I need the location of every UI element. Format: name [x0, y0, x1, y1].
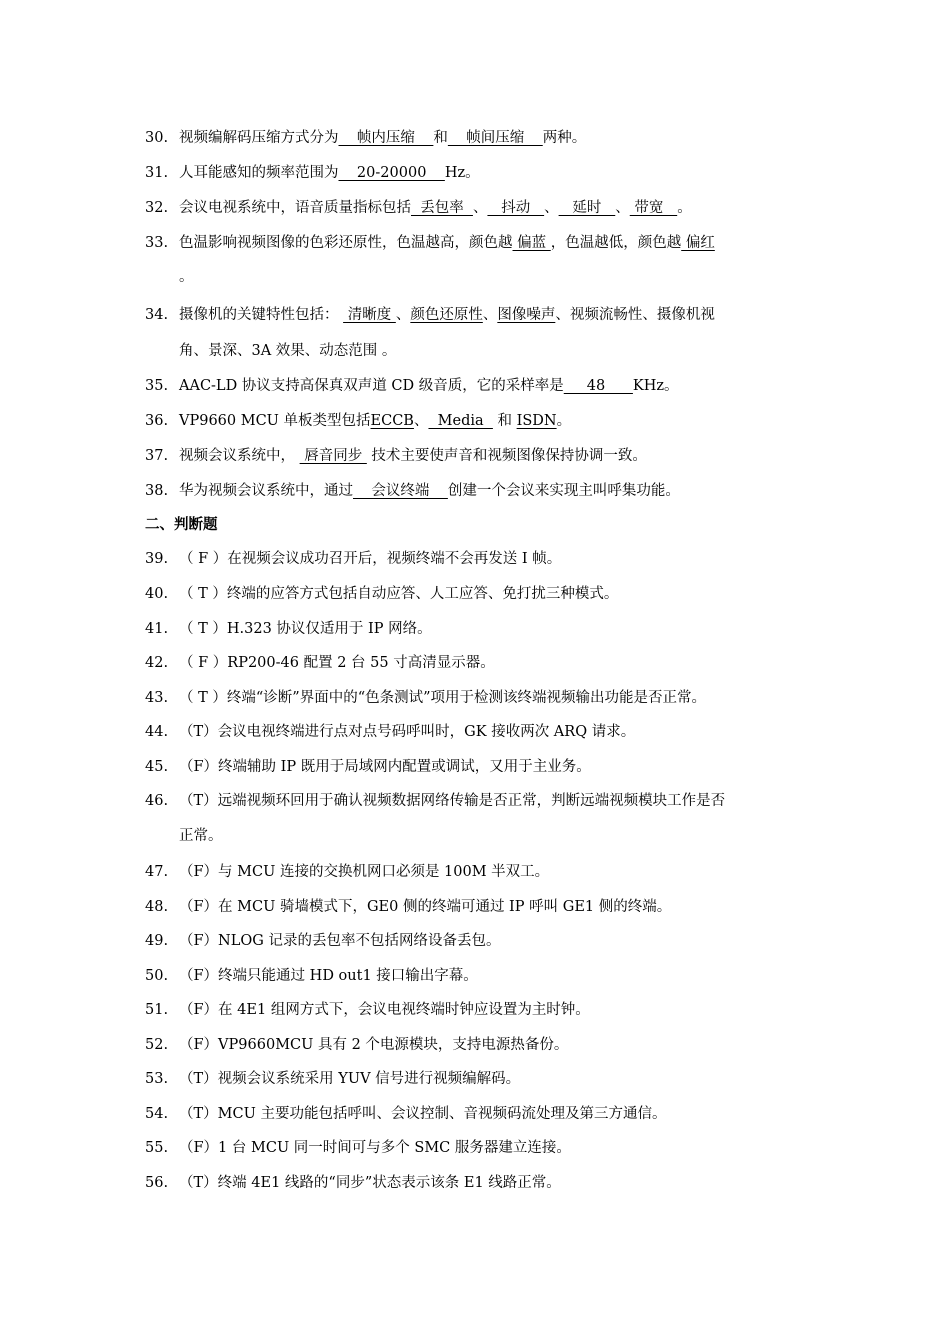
question-item	[145, 376, 679, 396]
question-text: 两种。	[542, 130, 587, 146]
question-item	[145, 163, 480, 183]
answer-blank: 延时	[558, 200, 616, 216]
question-text: 、	[395, 307, 411, 323]
question-item	[145, 233, 715, 253]
judgement-item	[145, 966, 478, 986]
question-continuation	[179, 267, 194, 287]
question-text: （F）VP9660MCU 具有 2 个电源模块，支持电源热备份。	[179, 1037, 569, 1053]
question-number: 40.	[145, 586, 169, 602]
question-number: 35.	[145, 378, 169, 394]
question-text: 、	[482, 307, 498, 323]
question-text: （ T ）终端“诊断”界面中的“色条测试”项用于检测该终端视频输出功能是否正常。	[179, 690, 707, 706]
question-text: （F）在 MCU 骑墙模式下，GE0 侧的终端可通过 IP 呼叫 GE1 侧的终端。	[179, 899, 672, 915]
judgement-item	[145, 757, 591, 777]
answer-blank: 20-20000	[338, 165, 445, 181]
question-number: 52.	[145, 1037, 169, 1053]
question-item	[145, 128, 586, 148]
question-text: 会议电视系统中，语音质量指标包括	[179, 200, 411, 216]
question-text: 角、景深、3A 效果、动态范围 。	[179, 343, 397, 359]
answer-blank: 图像噪声	[497, 307, 556, 323]
question-number: 45.	[145, 759, 169, 775]
answer-blank: 唇音同步	[299, 448, 367, 464]
judgement-item	[145, 653, 495, 673]
judgement-item	[145, 1035, 568, 1055]
question-text: （T）远端视频环回用于确认视频数据网络传输是否正常，判断远端视频模块工作是否	[179, 793, 726, 809]
question-item	[145, 446, 647, 466]
judgement-item	[145, 931, 500, 951]
question-text: KHz。	[632, 378, 679, 394]
question-text: 和	[492, 413, 517, 429]
judgement-item	[145, 1069, 520, 1089]
question-number: 37.	[145, 448, 169, 464]
question-text: 正常。	[179, 828, 223, 844]
question-text: 、视频流畅性、摄像机视	[555, 307, 715, 323]
question-text: （F）在 4E1 组网方式下，会议电视终端时钟应设置为主时钟。	[179, 1002, 590, 1018]
question-number: 50.	[145, 968, 169, 984]
question-number: 36.	[145, 413, 169, 429]
answer-blank: ECCB	[370, 413, 414, 429]
question-item	[145, 305, 715, 325]
question-text: VP9660 MCU 单板类型包括	[179, 413, 371, 429]
question-text: （F）1 台 MCU 同一时间可与多个 SMC 服务器建立连接。	[179, 1140, 571, 1156]
judgement-item	[145, 1104, 666, 1124]
judgement-item	[145, 584, 618, 604]
answer-blank: 会议终端	[353, 483, 448, 499]
judgement-item	[145, 1173, 561, 1193]
question-text: 华为视频会议系统中，通过	[179, 483, 353, 499]
question-text: 色温影响视频图像的色彩还原性，色温越高，颜色越	[179, 235, 513, 251]
question-item	[145, 198, 692, 218]
question-number: 44.	[145, 724, 169, 740]
question-text: 和	[433, 130, 448, 146]
question-number: 51.	[145, 1002, 169, 1018]
question-number: 46.	[145, 793, 169, 809]
judgement-item	[145, 619, 432, 639]
judgement-item	[145, 722, 635, 742]
question-text: （F）与 MCU 连接的交换机网口必须是 100M 半双工。	[179, 864, 550, 880]
answer-blank: 带宽	[629, 200, 678, 216]
question-text: 、	[544, 200, 559, 216]
answer-blank: 颜色还原性	[410, 307, 483, 323]
section-title: 二、判断题	[145, 517, 218, 533]
question-text: 。	[677, 200, 692, 216]
answer-blank: ISDN	[516, 413, 557, 429]
answer-blank: 48	[563, 378, 633, 394]
answer-blank: 清晰度	[343, 307, 396, 323]
judgement-item	[145, 897, 671, 917]
question-number: 56.	[145, 1175, 169, 1191]
question-number: 48.	[145, 899, 169, 915]
question-item	[145, 411, 571, 431]
question-text: 。	[179, 269, 194, 285]
question-number: 32.	[145, 200, 169, 216]
question-number: 34.	[145, 307, 169, 323]
answer-blank: 抖动	[487, 200, 545, 216]
question-number: 41.	[145, 621, 169, 637]
question-text: （ F ）在视频会议成功召开后，视频终端不会再发送 I 帧。	[179, 551, 562, 567]
question-text: 、	[413, 413, 429, 429]
answer-blank: 偏红	[681, 235, 715, 251]
question-text: （F）终端辅助 IP 既用于局域网内配置或调试，又用于主业务。	[179, 759, 591, 775]
question-number: 49.	[145, 933, 169, 949]
question-number: 47.	[145, 864, 169, 880]
judgement-item	[145, 549, 561, 569]
answer-blank: 丢包率	[411, 200, 473, 216]
question-text: （ F ）RP200-46 配置 2 台 55 寸高清显示器。	[179, 655, 495, 671]
question-text: 视频编解码压缩方式分为	[179, 130, 339, 146]
judgement-item	[145, 862, 549, 882]
question-text: 摄像机的关键特性包括：	[179, 307, 344, 323]
judgement-item	[145, 791, 725, 811]
question-number: 42.	[145, 655, 169, 671]
judgement-item	[145, 688, 706, 708]
question-text: 。	[556, 413, 572, 429]
question-text: 、	[615, 200, 630, 216]
question-number: 33.	[145, 235, 169, 251]
question-text: （ T ）H.323 协议仅适用于 IP 网络。	[179, 621, 432, 637]
question-text: 创建一个会议来实现主叫呼集功能。	[447, 483, 680, 499]
judgement-item	[145, 1000, 590, 1020]
question-text: （T）终端 4E1 线路的“同步”状态表示该条 E1 线路正常。	[179, 1175, 561, 1191]
question-text: （F）NLOG 记录的丢包率不包括网络设备丢包。	[179, 933, 501, 949]
question-text: （T）会议电视终端进行点对点号码呼叫时，GK 接收两次 ARQ 请求。	[179, 724, 636, 740]
question-number: 55.	[145, 1140, 169, 1156]
question-text: （F）终端只能通过 HD out1 接口输出字幕。	[179, 968, 478, 984]
answer-blank: Media	[428, 413, 493, 429]
question-text: ，色温越低，颜色越	[550, 235, 682, 251]
question-number: 54.	[145, 1106, 169, 1122]
question-text: Hz。	[444, 165, 480, 181]
question-number: 38.	[145, 483, 169, 499]
answer-blank: 偏蓝	[512, 235, 551, 251]
question-text: 视频会议系统中，	[179, 448, 300, 464]
judgement-item	[145, 1138, 571, 1158]
question-number: 31.	[145, 165, 169, 181]
question-number: 30.	[145, 130, 169, 146]
question-item	[145, 481, 680, 501]
question-text: AAC-LD 协议支持高保真双声道 CD 级音质，它的采样率是	[179, 378, 564, 394]
answer-blank: 帧间压缩	[447, 130, 543, 146]
question-number: 53.	[145, 1071, 169, 1087]
question-number: 39.	[145, 551, 169, 567]
question-text: （T）视频会议系统采用 YUV 信号进行视频编解码。	[179, 1071, 521, 1087]
question-text: 、	[472, 200, 488, 216]
question-text: 人耳能感知的频率范围为	[179, 165, 339, 181]
question-text: （T）MCU 主要功能包括呼叫、会议控制、音视频码流处理及第三方通信。	[179, 1106, 667, 1122]
judgement-continuation	[179, 826, 223, 846]
question-number: 43.	[145, 690, 169, 706]
question-continuation	[179, 341, 396, 361]
question-text: （ T ）终端的应答方式包括自动应答、人工应答、免打扰三种模式。	[179, 586, 619, 602]
question-text: 技术主要使声音和视频图像保持协调一致。	[366, 448, 647, 464]
answer-blank: 帧内压缩	[338, 130, 434, 146]
